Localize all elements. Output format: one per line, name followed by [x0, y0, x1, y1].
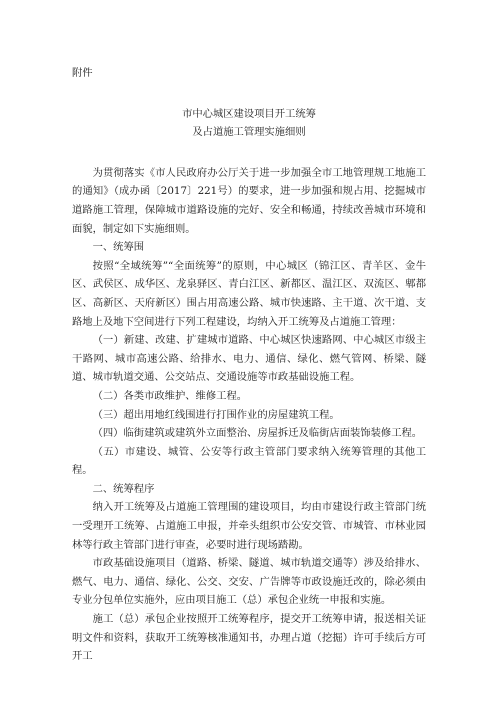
section2-paragraph-2: 市政基础设施项目（道路、桥梁、隧道、城市轨道交通等）涉及给排水、燃气、电力、通信、绿化、公交、交安、广告牌等市政设施迁改的，除必须由专业分包单位实施外，应由项目施工（总）承包企业统一申报和实施。: [72, 557, 426, 607]
section1-paragraph: 按照“全域统筹”“全面统筹”的原则，中心城区（锦江区、青羊区、金牛区、武侯区、成华区、龙泉驿区、青白江区、新都区、温江区、双流区、郫都区、高新区、天府新区）围占用高速公路、城市快速路、主干道、次干道、支路地上及地下空间进行下列工程建设，均纳入开工统筹及占道施工管理：: [72, 259, 426, 328]
section2-paragraph-3: 施工（总）承包企业按照开工统筹程序，提交开工统筹申请，报送相关证明文件和资料，获取开工统筹核准通知书，办理占道（挖掘）许可手续后方可开工: [72, 613, 426, 663]
section1-heading: 一、统筹围: [92, 241, 145, 254]
section2-heading: 二、统筹程序: [92, 482, 155, 495]
section1-item-3: （三）超出用地红线围进行打围作业的房屋建筑工程。: [92, 408, 340, 421]
intro-paragraph: 为贯彻落实《市人民政府办公厅关于进一步加强全市工地管理规工地施工的通知》（成办函〔2017〕221号）的要求，进一步加强和规占用、挖掘城市道路施工管理，保障城市道路设施的完好、安全和畅通，持续改善城市环境和面貌，制定如下实施细则。: [72, 166, 426, 235]
section1-item-2: （二）各类市政维护、维修工程。: [92, 389, 248, 402]
section1-item-4: （四）临街建筑或建筑外立面整治、房屋拆迁及临街店面装饰装修工程。: [92, 427, 423, 440]
attachment-label: 附件: [72, 67, 93, 79]
section1-item-5: （五）市建设、城管、公安等行政主管部门要求纳入统筹管理的其他工程。: [72, 445, 426, 477]
document-title-line2: 及占道施工管理实施细则: [192, 126, 306, 139]
section1-item-1: （一）新建、改建、扩建城市道路、中心城区快速路网、中心城区市级主干路网、城市高速公路、给排水、电力、通信、绿化、燃气管网、桥梁、隧道、城市轨道交通、公交站点、交通设施等市政基础设施工程。: [72, 334, 426, 384]
section2-paragraph-1: 纳入开工统筹及占道施工管理围的建设项目，均由市建设行政主管部门统一受理开工统筹、占道施工申报，并牵头组织市公安交管、市城管、市林业园林等行政主管部门进行审查，必要时进行现场踏勘。: [72, 501, 426, 551]
document-title-line1: 市中心城区建设项目开工统筹: [182, 107, 316, 120]
document-body: [72, 64, 426, 666]
